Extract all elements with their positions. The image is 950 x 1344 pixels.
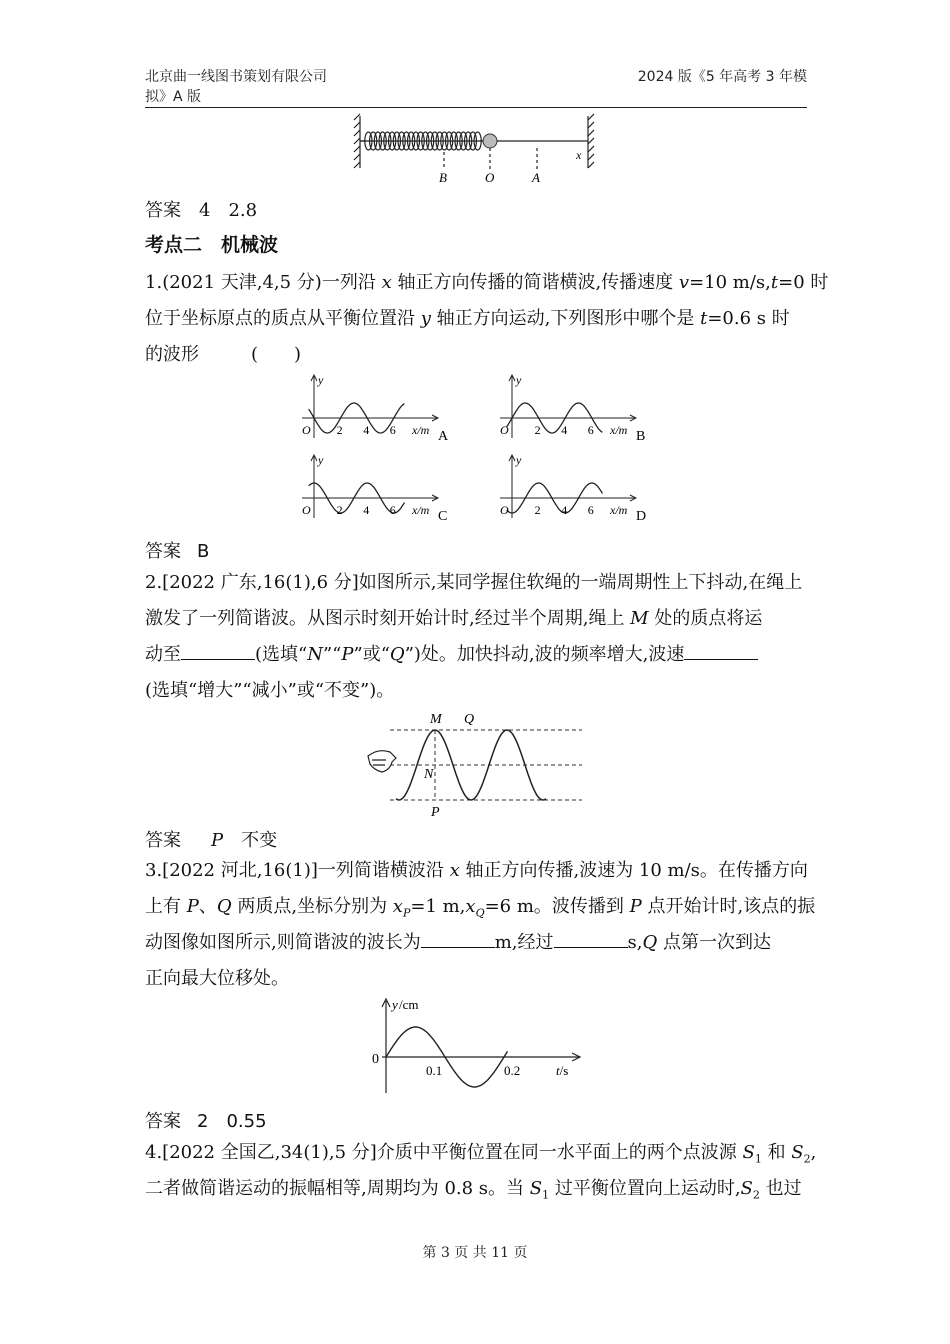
vibration-graph — [368, 995, 588, 1097]
q3-answer — [145, 1107, 267, 1133]
q2-line2: 激发了一列简谐波。从图示时刻开始计时,经过半个周期,绳上 M 处的质点将运 — [145, 608, 763, 629]
origin-label: O — [500, 503, 509, 517]
blank-3[interactable] — [421, 931, 495, 948]
answer-label: 答案 — [145, 541, 181, 562]
section-title: 考点二 机械波 — [145, 234, 279, 256]
origin-label: O — [302, 423, 311, 437]
y-axis-label: y — [516, 453, 522, 467]
x-axis-label: x/m — [412, 423, 430, 437]
x-axis-label: t/s — [556, 1063, 569, 1078]
spring-oscillator-figure — [348, 110, 608, 190]
tick-label: 6 — [389, 503, 396, 517]
y-axis-label: y — [318, 453, 324, 467]
tick-label: 2 — [336, 423, 343, 437]
option-letter: B — [636, 429, 646, 442]
header-book-title: 2024 版《5 年高考 3 年模 — [637, 69, 807, 85]
rope-wave-figure — [360, 708, 590, 820]
answer-prev — [145, 196, 257, 222]
tick-label: 4 — [561, 503, 568, 517]
q3-line4: 正向最大位移处。 — [145, 968, 289, 989]
spring-coil — [360, 132, 483, 150]
x-axis-label: x/m — [610, 503, 628, 517]
option-A-graph[interactable] — [290, 372, 460, 442]
option-D-graph[interactable] — [488, 452, 658, 524]
tick-label: 6 — [389, 423, 396, 437]
tick-label: 4 — [561, 423, 568, 437]
header-company: 北京曲一线图书策划有限公司 — [145, 69, 327, 85]
page-footer: 第 3 页 共 11 页 — [422, 1245, 528, 1261]
header-book-suffix: 拟》A 版 — [145, 89, 202, 105]
q2-answer — [145, 826, 277, 852]
option-letter: A — [438, 429, 449, 442]
option-letter: C — [438, 509, 448, 524]
label-x: x — [576, 148, 582, 162]
answer-label: 答案 — [145, 830, 181, 851]
answer-label: 答案 — [145, 1111, 181, 1132]
oscillator-ball — [483, 134, 497, 148]
answer-value: 4 2.8 — [199, 200, 258, 221]
origin-label: O — [302, 503, 311, 517]
q1-answer — [145, 537, 209, 563]
y-axis-label: y — [516, 373, 522, 387]
option-C-graph[interactable] — [290, 452, 460, 524]
tick-label: 6 — [587, 423, 594, 437]
label-Q: Q — [464, 712, 475, 727]
y-axis-unit: /cm — [399, 997, 419, 1012]
tick-label: 2 — [336, 503, 343, 517]
tick-label: 2 — [534, 503, 541, 517]
answer-label: 答案 — [145, 200, 181, 221]
option-letter: D — [636, 509, 647, 524]
blank-1[interactable] — [181, 643, 255, 660]
tick-label: 6 — [587, 503, 594, 517]
tick-0.2: 0.2 — [504, 1063, 521, 1078]
answer-value: 2 0.55 — [197, 1111, 267, 1132]
label-M: M — [430, 712, 442, 727]
x-axis-label: x/m — [412, 503, 430, 517]
q1-line2: 位于坐标原点的质点从平衡位置沿 y 轴正方向运动,下列图形中哪个是 t=0.6 s 时 — [145, 308, 790, 329]
q1-line1: 1.(2021 天津,4,5 分)一列沿 x 轴正方向传播的简谐横波,传播速度 v=10 m/s,t=0 时 — [145, 272, 829, 293]
tick-0.1: 0.1 — [426, 1063, 443, 1078]
option-B-graph[interactable] — [488, 372, 658, 442]
tick-label: 4 — [363, 423, 370, 437]
q2-line4: (选填“增大”“减小”或“不变”)。 — [145, 680, 395, 701]
label-N: N — [424, 767, 434, 782]
answer-bracket: ( ) — [251, 344, 302, 365]
q3-line1: 3.[2022 河北,16(1)]一列简谐横波沿 x 轴正方向传播,波速为 10 m/s。在传播方向 — [145, 860, 808, 881]
label-A: A — [532, 170, 540, 185]
q3-line2: 上有 P、Q 两质点,坐标分别为 $x_P=1$ $m,x_Q=6$ m。波传播到 P 点开始计时,该点的振 — [145, 896, 816, 920]
label-P: P — [431, 805, 440, 820]
tick-label: 2 — [534, 423, 541, 437]
q2-line1: 2.[2022 广东,16(1),6 分]如图所示,某同学握住软绳的一端周期性上下抖动,在绳上 — [145, 572, 803, 593]
hand-icon — [368, 751, 396, 772]
label-O: O — [485, 170, 495, 185]
origin-label: O — [500, 423, 509, 437]
x-axis-label: x/m — [610, 423, 628, 437]
label-B: B — [439, 170, 447, 185]
q4-line1: 4.[2022 全国乙,34(1),5 分]介质中平衡位置在同一水平面上的两个点波源 $S_1$ 和 $S_2$, — [145, 1142, 817, 1166]
y-axis-label: y — [318, 373, 324, 387]
answer-value: B — [197, 541, 210, 562]
answer-value-2: 不变 — [241, 830, 278, 851]
origin-label: 0 — [372, 1052, 379, 1067]
blank-4[interactable] — [554, 931, 628, 948]
answer-value-1: P — [211, 830, 224, 851]
q4-line2: 二者做简谐运动的振幅相等,周期均为 0.8 s。当 $S_1$ 过平衡位置向上运动时$,S_2$ 也过 — [145, 1178, 802, 1202]
q2-line3: 动至 (选填“N”“P”或“Q”)处。加快抖动,波的频率增大,波速 — [145, 636, 758, 673]
q3-line3: 动图像如图所示,则简谐波的波长为 m,经过 s,Q 点第一次到达 — [145, 932, 771, 953]
header-rule — [145, 107, 807, 108]
blank-2[interactable] — [684, 643, 758, 660]
y-axis-label: y — [392, 997, 398, 1012]
tick-label: 4 — [363, 503, 370, 517]
q1-line3: 的波形 ( ) — [145, 344, 302, 365]
